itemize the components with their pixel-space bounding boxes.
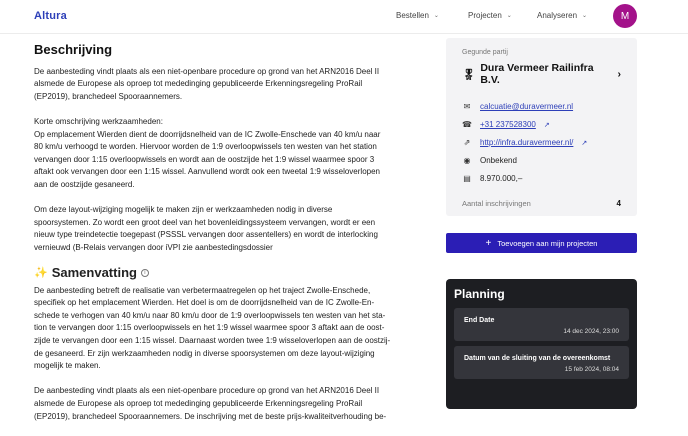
add-to-projects-button[interactable] — [446, 233, 637, 253]
plus-icon: + — [485, 237, 492, 249]
summary-heading — [34, 267, 414, 280]
planning-item[interactable] — [454, 346, 629, 379]
location-value: Onbekend — [480, 156, 517, 165]
info-icon[interactable]: i — [141, 269, 149, 277]
planning-item-title: End Date — [464, 317, 495, 324]
summary-paragraph: De aanbesteding betreft de realisatie van verbetermaatregelen op het traject Zwolle-Enschede, specifiek op het emplacement Wierden. Het doel is om de doorrijdsnelheid van de IC Zwolle-En- schede te verhogen van 40 km/u naar 80 km/u door de 1:9 overloopwissels ten westen van het sta- tion te vervangen door 1:15 overloopwissels en het 1:9 wissel waarmee spoor 3 aftakt aan de oost- zijde te vervangen door een 1:15 wissel. Daarnaast worden twee 1:9 wisseloverlopen aan de oostzij- de gesaneerd. Er zijn werkzaamheden nodig in diverse spoorsystemen om deze layout-wijziging mogelijk te maken. — [34, 285, 391, 371]
top-bar — [0, 0, 688, 34]
summary-title: Samenvatting — [51, 265, 137, 281]
website-row — [462, 138, 621, 147]
nav-projecten[interactable] — [468, 11, 512, 20]
submissions-label: Aantal inschrijvingen — [462, 199, 531, 208]
planning-item-date: 14 dec 2024, 23:00 — [563, 328, 619, 335]
nav-analyseren-label: Analyseren — [537, 11, 578, 20]
location-icon: ◉ — [463, 156, 471, 165]
winner-card — [446, 38, 637, 216]
main-content — [34, 44, 414, 436]
chevron-down-icon: ⌄ — [506, 13, 512, 19]
winner-label: Gegunde partij — [462, 49, 508, 56]
location-row — [462, 156, 621, 165]
mail-icon: ✉ — [463, 102, 471, 111]
summary-paragraph: De aanbesteding vindt plaats als een niet-openbare procedure op grond van het ARN2016 Deel II alsmede de Europese als oproep tot mededinging gepubliceerde Erkenningsregeling ProRail (EP2019), branchedeel Spooraannemers. De inschrijving met de beste prijs-kwaliteitverhouding be- — [34, 386, 387, 421]
chevron-down-icon: ⌄ — [582, 13, 588, 19]
external-link-icon: ↗ — [543, 121, 550, 129]
nav-projecten-label: Projecten — [468, 11, 502, 20]
avatar[interactable]: M — [613, 4, 637, 28]
nav-bestellen-label: Bestellen — [396, 11, 429, 20]
money-icon: ▤ — [463, 174, 471, 183]
planning-item[interactable] — [454, 308, 629, 341]
planning-item-title: Datum van de sluiting van de overeenkomst — [464, 355, 611, 362]
description-paragraph: Korte omschrijving werkzaamheden: Op emplacement Wierden dient de doorrijdsnelheid van de IC Zwolle-Enschede van 40 km/u naar 80 km/u verhoogd te worden. Hiervoor worden de 1:9 overloopwissels ten westen van het station vervangen door 1:15 overloopwissels en wordt aan de oostzijde het 1:9 wissel waarmee spoor 3 aftakt ook vervangen door een 1:15 wissel. Aanvullend wordt ook een tweetal 1:9 wisseloverlopen aan de oostzijde gesaneerd. — [34, 116, 381, 189]
phone-row — [462, 120, 621, 129]
sparkle-icon: ✨ — [34, 267, 48, 280]
website-link[interactable]: http://infra.duravermeer.nl/ — [480, 138, 574, 147]
winner-link[interactable] — [462, 62, 621, 86]
logo[interactable]: Altura — [34, 10, 67, 22]
winner-name: Dura Vermeer Railinfra B.V. — [480, 62, 594, 86]
description-paragraph: De aanbesteding vindt plaats als een niet-openbare procedure op grond van het ARN2016 Deel II alsmede de Europese als oproep tot mededinging gepubliceerde Erkenningsregeling ProRail (EP2019), branchedeel Spooraannemers. — [34, 66, 380, 101]
value-row — [462, 174, 621, 183]
phone-icon: ☎ — [462, 120, 472, 129]
chevron-right-icon: › — [617, 68, 621, 80]
add-to-projects-label: Toevoegen aan mijn projecten — [497, 238, 598, 248]
submissions-count: 4 — [616, 199, 621, 208]
planning-title: Planning — [454, 287, 505, 301]
submissions-row — [462, 199, 621, 208]
description-title: Beschrijving — [34, 42, 113, 57]
phone-link[interactable]: +31 237528300 — [480, 120, 536, 129]
contract-value: 8.970.000,– — [480, 174, 523, 183]
award-icon: 🎖 — [462, 68, 476, 81]
description-paragraph: Om deze layout-wijziging mogelijk te maken zijn er werkzaamheden nodig in diverse spoorsystemen. Zo wordt een groot deel van het bovenleidingssysteem vervangen, wordt er een nieuw type treindetectie toegepast (PSSSL vervangen door assentellers) en wordt de interlocking vernieuwd (B-Relais vervangen door iVPI zie aanbestedingsdossier — [34, 205, 378, 252]
nav-analyseren[interactable] — [537, 11, 587, 20]
chevron-down-icon: ⌄ — [433, 13, 439, 19]
planning-item-date: 15 feb 2024, 08:04 — [564, 366, 619, 373]
external-link-icon: ↗ — [581, 139, 588, 147]
share-icon: ⇗ — [463, 138, 471, 147]
email-link[interactable]: calcuatie@duravermeer.nl — [480, 102, 574, 111]
nav-bestellen[interactable] — [396, 11, 439, 20]
email-row — [462, 102, 621, 111]
planning-panel — [446, 279, 637, 409]
